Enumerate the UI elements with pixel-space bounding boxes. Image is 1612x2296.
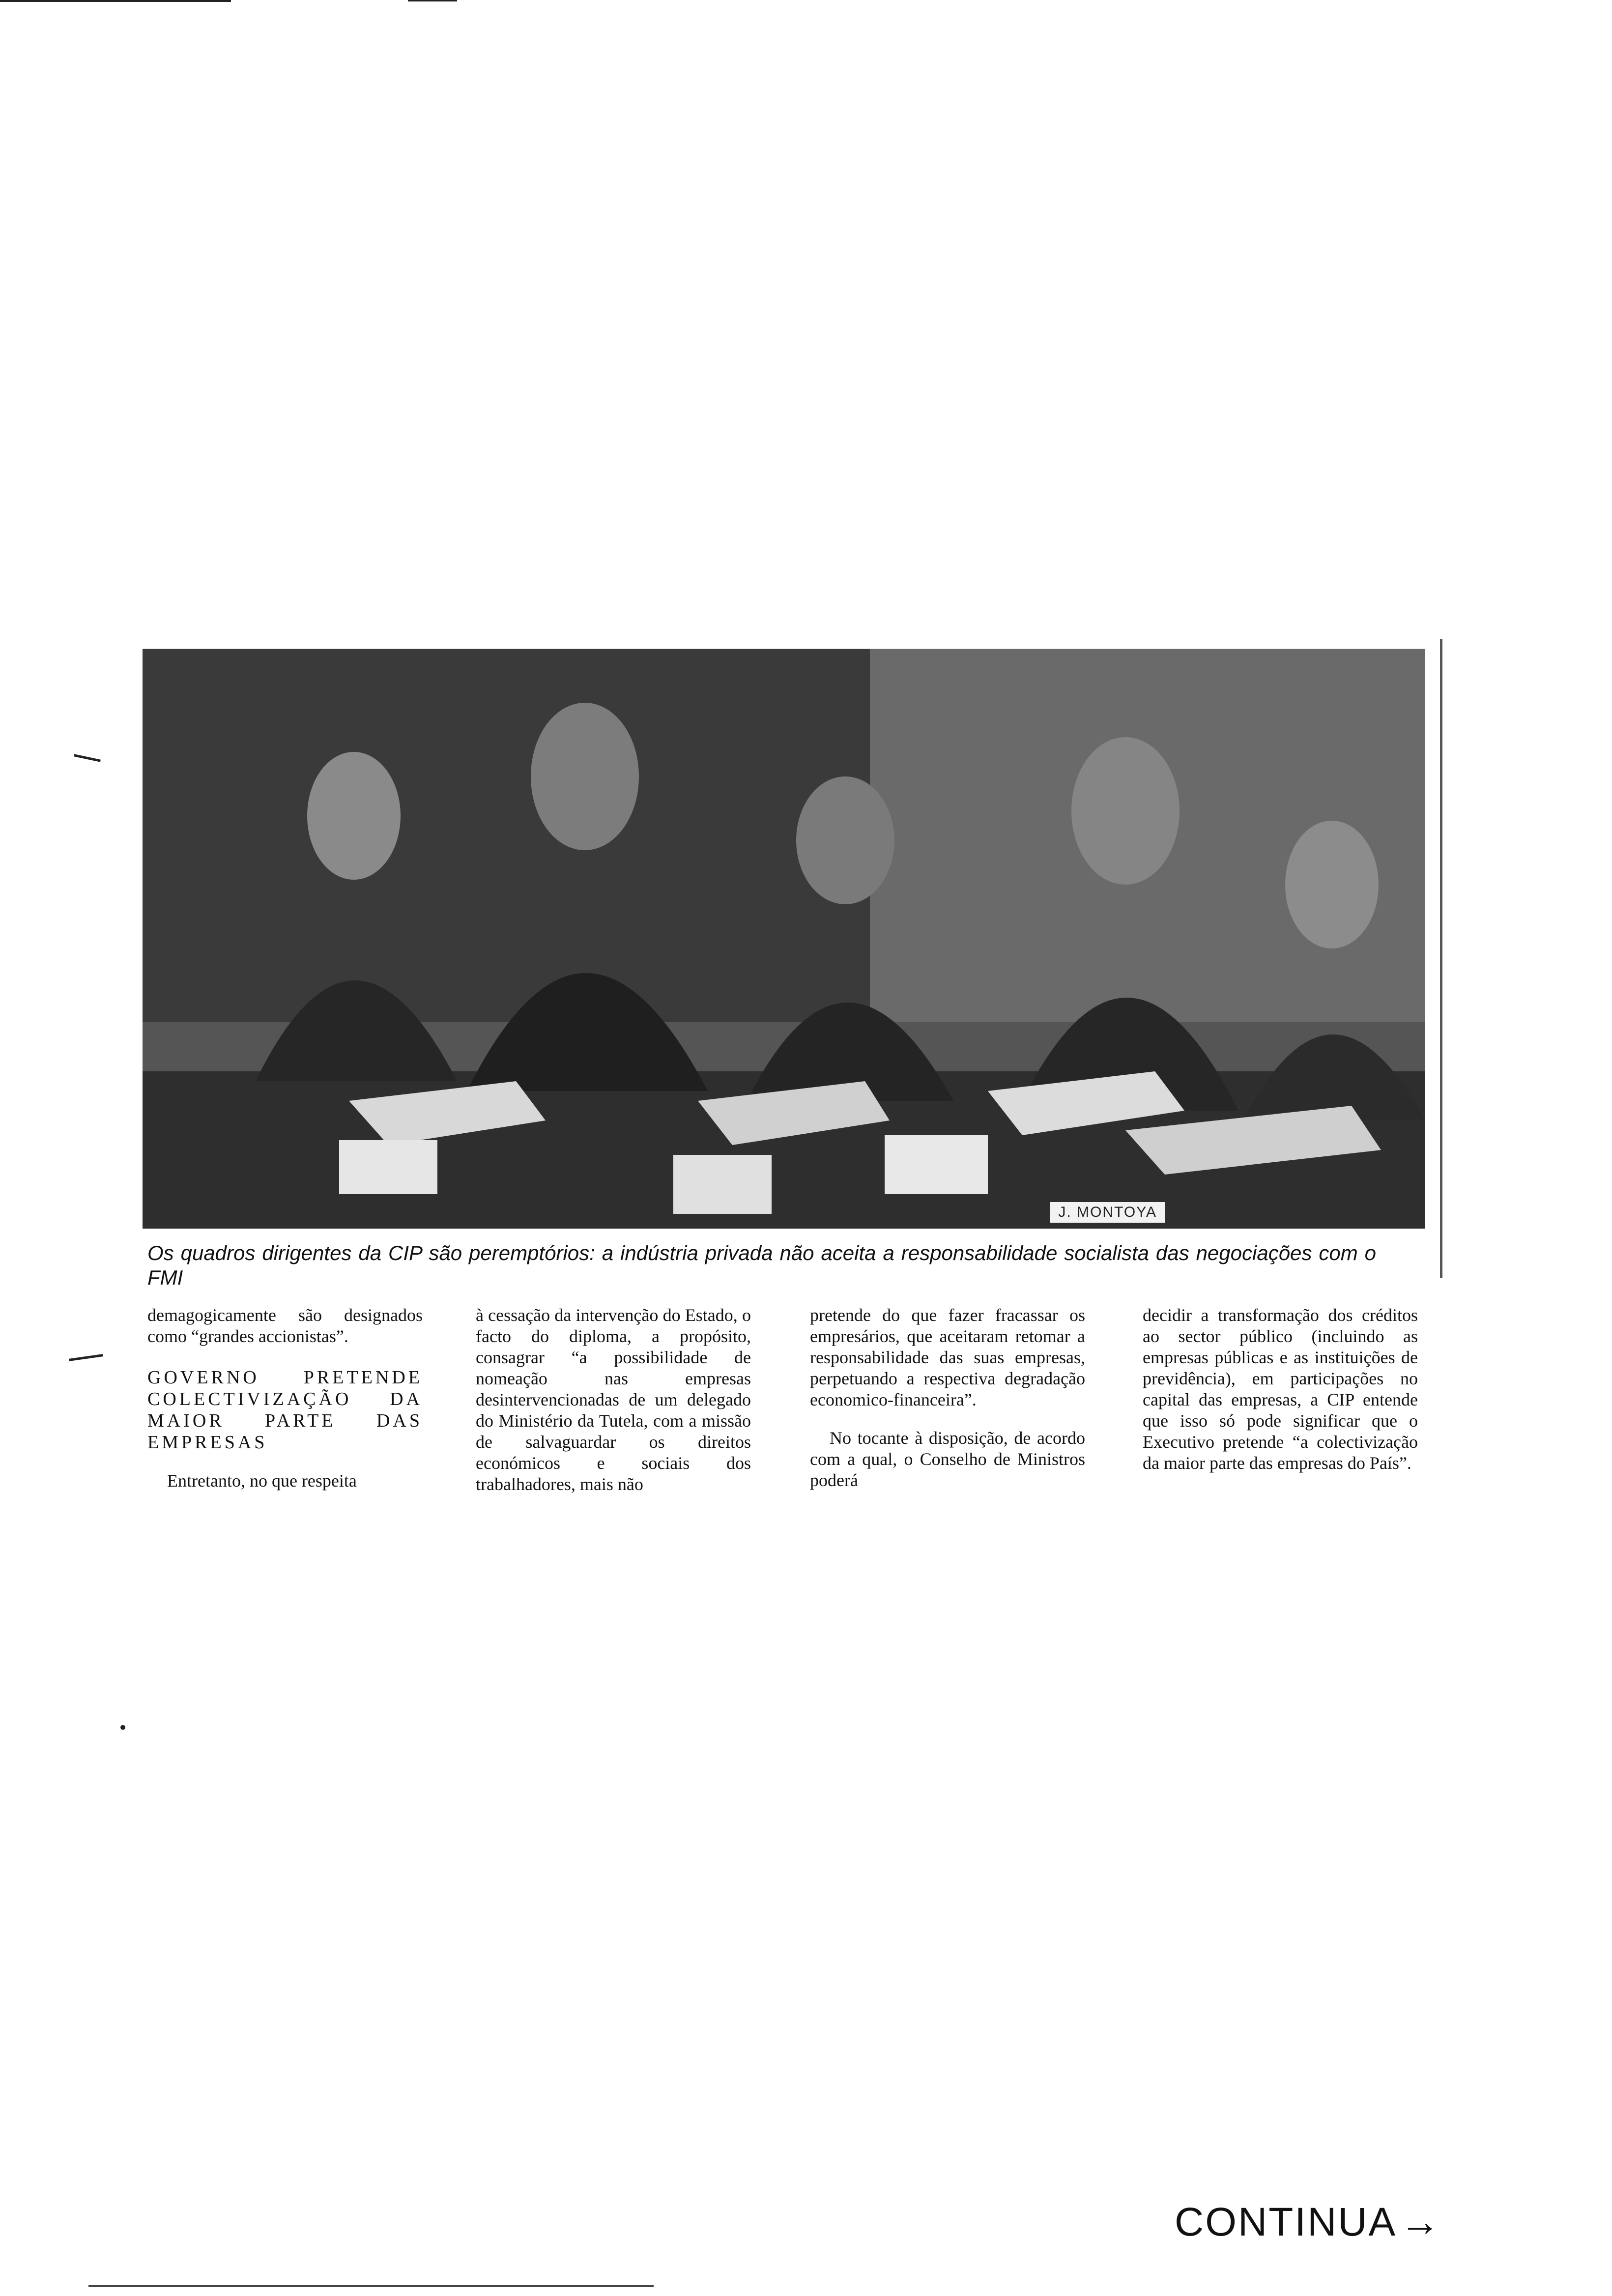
col2-paragraph-1: à cessação da intervenção do Estado, o facto do diploma, a propósito, consagrar “a possibilidade de nomeação nas empresas desintervencionadas de um delegado do Ministério da Tutela, com a missão de salvaguardar os direitos económicos e sociais dos trabalhadores, mais não (476, 1305, 751, 1494)
scan-mark-left-1 (74, 754, 101, 762)
scan-line-right (1440, 639, 1442, 1278)
article-column-1 (147, 1305, 423, 1509)
col1-paragraph-1: demagogicamente são designados como “grandes accionistas”. (147, 1305, 423, 1346)
photo-caption: Os quadros dirigentes da CIP são peremptórios: a indústria privada não aceita a responsabilidade socialista das negociações com o FMI (147, 1241, 1376, 1289)
col3-paragraph-1: pretende do que fazer fracassar os empresários, que aceitaram retomar a responsabilidade das suas empresas, perpetuando a respectiva degradação economico-financeira”. (810, 1305, 1085, 1409)
arrow-right-icon: → (1400, 2200, 1442, 2244)
scan-line-bottom (88, 2285, 654, 2287)
continua-note (1175, 2199, 1441, 2245)
article-column-4 (1143, 1305, 1418, 1491)
col3-paragraph-2: No tocante à disposição, de acordo com a qual, o Conselho de Ministros poderá (810, 1428, 1085, 1490)
news-photo (143, 649, 1425, 1229)
photo-credit: J. MONTOYA (1050, 1202, 1165, 1223)
scan-mark-left-2 (69, 1354, 103, 1361)
article-column-3 (810, 1305, 1085, 1508)
photo-illustration (143, 649, 1425, 1229)
scan-line-top-mid (408, 0, 457, 1)
scan-line-top-left (0, 0, 231, 2)
scan-dot-left (120, 1725, 125, 1730)
section-heading: GOVERNO PRETENDE COLECTIVIZAÇÃO DA MAIOR PARTE DAS EMPRESAS (147, 1367, 423, 1453)
continua-label: CONTINUA (1175, 2200, 1397, 2244)
col4-paragraph-1: decidir a transformação dos créditos ao sector público (incluindo as empresas públicas e as instituições de previdência), em participações no capital das empresas, a CIP entende que isso só pode significar que o Executivo pretende “a colectivização da maior parte das empresas do País”. (1143, 1305, 1418, 1473)
article-column-2 (476, 1305, 751, 1512)
col1-paragraph-2: Entretanto, no que respeita (167, 1471, 357, 1491)
